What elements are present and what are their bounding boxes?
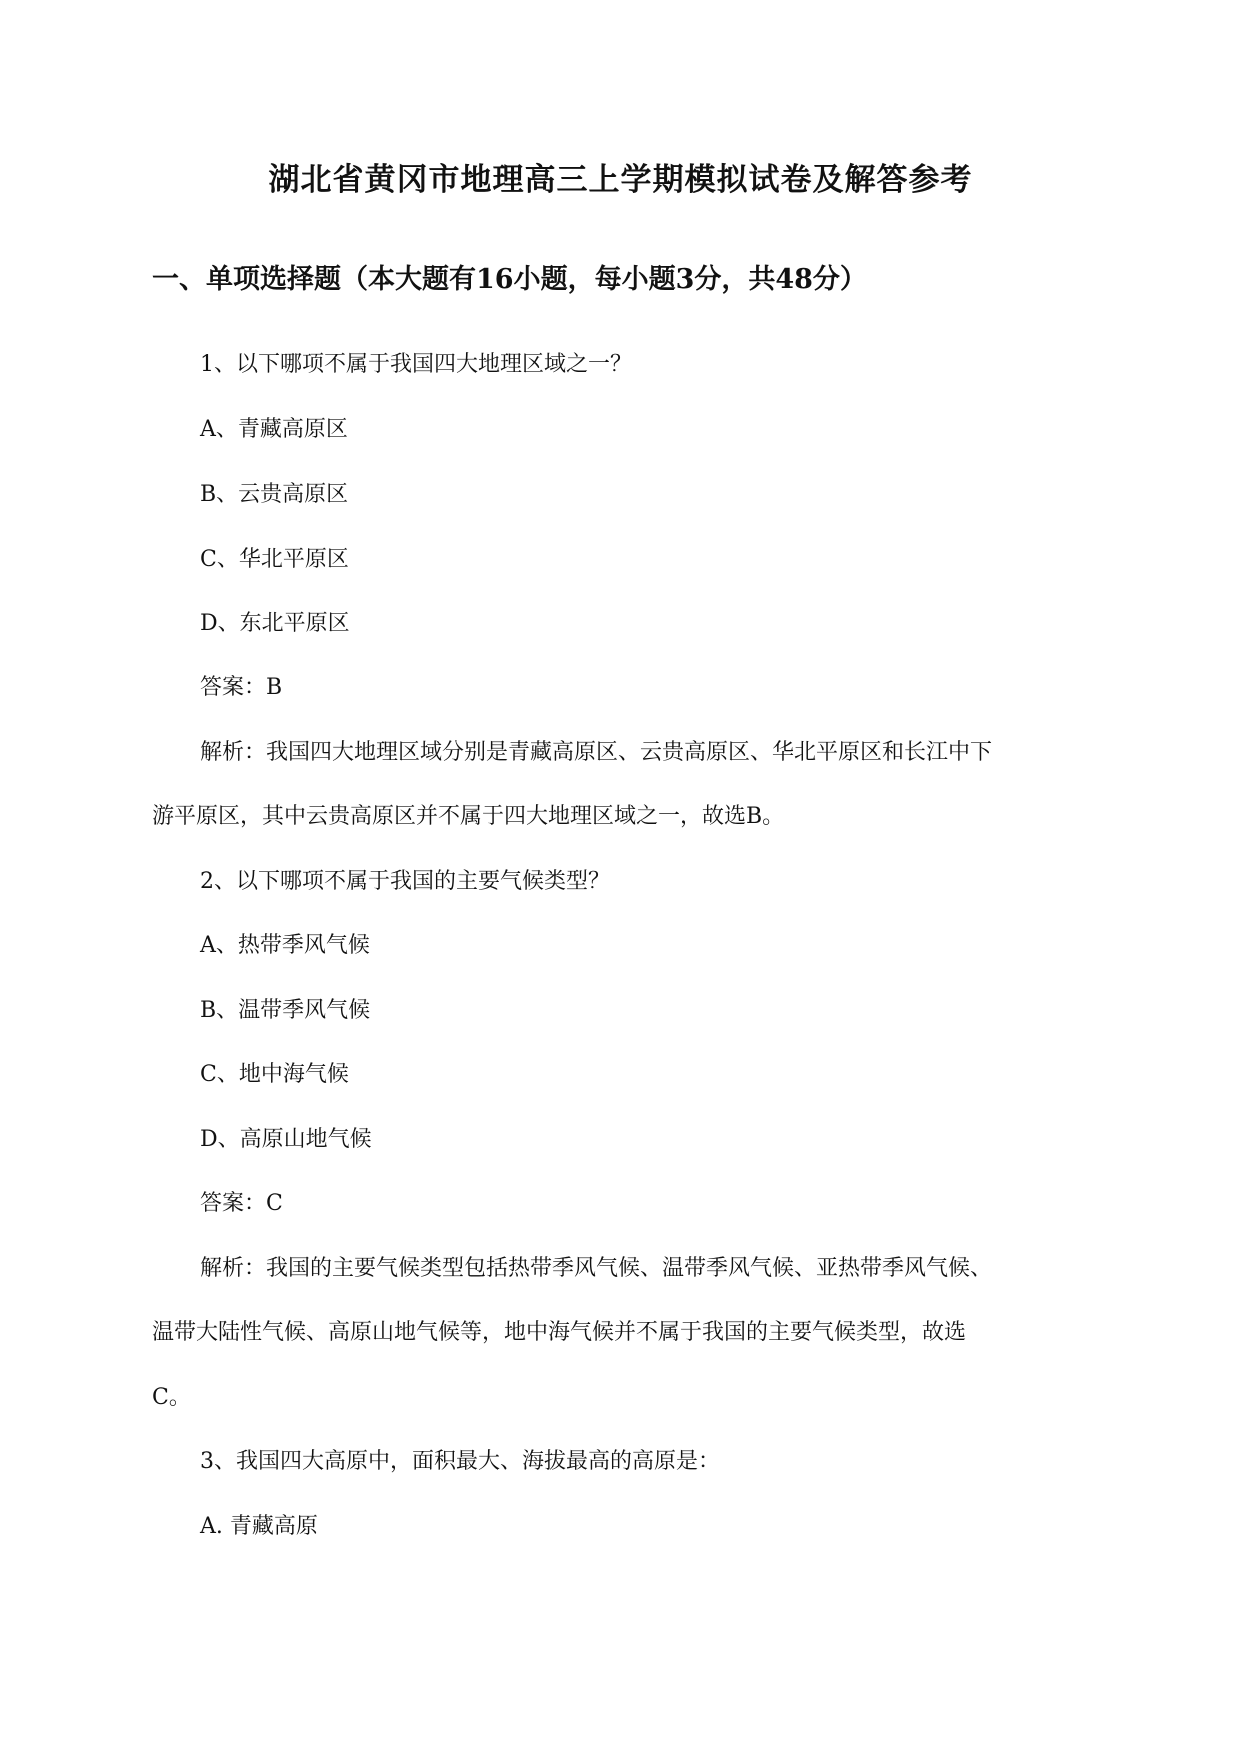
question-1-stem: 1、以下哪项不属于我国四大地理区域之一？ <box>200 352 632 377</box>
question-1-analysis-line-1: 解析：我国四大地理区域分别是青藏高原区、云贵高原区、华北平原区和长江中下 <box>200 740 993 765</box>
question-2-answer: 答案：C <box>200 1191 283 1216</box>
question-1-option-d: D、东北平原区 <box>200 611 350 636</box>
question-1-option-c: C、华北平原区 <box>200 547 349 572</box>
question-1-option-b: B、云贵高原区 <box>200 482 349 507</box>
question-2-analysis-line-3: C。 <box>152 1385 191 1410</box>
question-2-option-b: B、温带季风气候 <box>200 998 371 1023</box>
question-2-stem: 2、以下哪项不属于我国的主要气候类型？ <box>200 869 610 894</box>
question-3-option-a: A. 青藏高原 <box>200 1514 318 1539</box>
question-1-answer: 答案：B <box>200 675 283 700</box>
section-heading: 一、单项选择题（本大题有16小题，每小题3分，共48分） <box>152 264 867 295</box>
question-2-option-d: D、高原山地气候 <box>200 1127 372 1152</box>
question-1-analysis-line-2: 游平原区，其中云贵高原区并不属于四大地理区域之一，故选B。 <box>152 804 785 829</box>
question-3-stem: 3、我国四大高原中，面积最大、海拔最高的高原是： <box>200 1449 720 1474</box>
question-2-option-c: C、地中海气候 <box>200 1062 349 1087</box>
question-2-option-a: A、热带季风气候 <box>200 933 370 958</box>
question-2-analysis-line-1: 解析：我国的主要气候类型包括热带季风气候、温带季风气候、亚热带季风气候、 <box>200 1256 993 1281</box>
question-2-analysis-line-2: 温带大陆性气候、高原山地气候等，地中海气候并不属于我国的主要气候类型，故选 <box>152 1320 967 1345</box>
question-1-option-a: A、青藏高原区 <box>200 417 348 442</box>
document-title: 湖北省黄冈市地理高三上学期模拟试卷及解答参考 <box>268 162 973 198</box>
